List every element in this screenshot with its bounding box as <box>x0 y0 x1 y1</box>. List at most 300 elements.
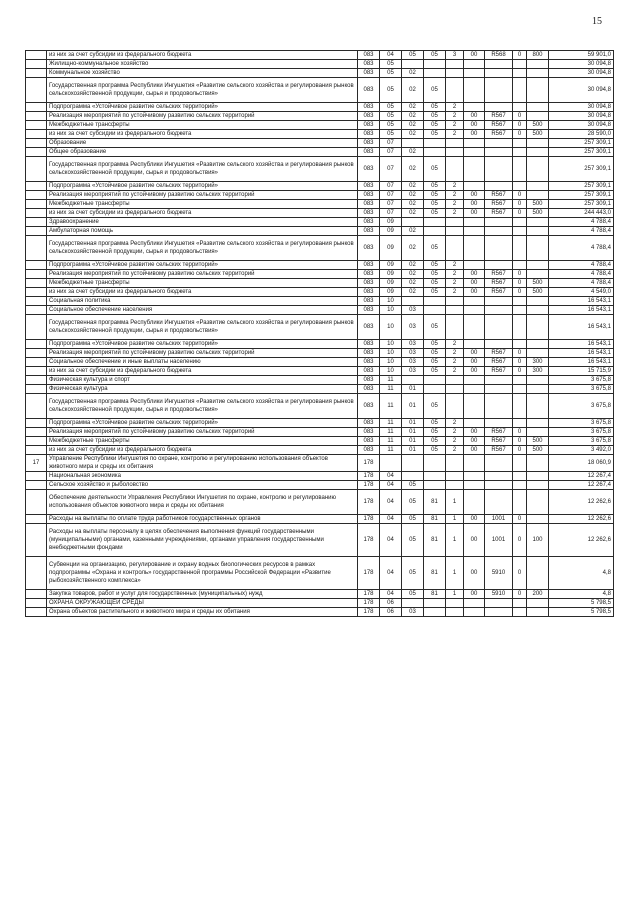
table-row <box>26 385 614 394</box>
table-row <box>26 130 614 139</box>
code-expense-type <box>527 182 549 191</box>
code-expense-type <box>527 78 549 103</box>
code-group <box>464 297 485 306</box>
code-expense-type <box>527 69 549 78</box>
code-subsection: 02 <box>402 261 424 270</box>
code-target: R567 <box>485 191 513 200</box>
row-number <box>26 130 47 139</box>
code-expense-type: 500 <box>527 200 549 209</box>
row-name: Общее образование <box>47 148 358 157</box>
code-sub: 0 <box>513 349 527 358</box>
table-row <box>26 446 614 455</box>
code-target <box>485 599 513 608</box>
code-expense-type <box>527 557 549 590</box>
code-expense-type <box>527 455 549 472</box>
row-amount: 4 788,4 <box>549 218 614 227</box>
code-sub: 0 <box>513 358 527 367</box>
code-group: 00 <box>464 51 485 60</box>
code-ministry: 083 <box>358 121 380 130</box>
budget-table <box>25 50 614 617</box>
code-subprogram <box>446 78 464 103</box>
code-subsection: 02 <box>402 121 424 130</box>
code-sub: 0 <box>513 288 527 297</box>
code-expense-type: 500 <box>527 121 549 130</box>
table-row <box>26 515 614 524</box>
code-subprogram <box>446 455 464 472</box>
table-row <box>26 60 614 69</box>
code-program <box>424 69 446 78</box>
code-subprogram: 2 <box>446 367 464 376</box>
row-amount: 257 309,1 <box>549 157 614 182</box>
code-section: 05 <box>380 60 402 69</box>
code-ministry: 083 <box>358 315 380 340</box>
code-subprogram: 2 <box>446 209 464 218</box>
code-subprogram: 3 <box>446 51 464 60</box>
code-target <box>485 472 513 481</box>
code-section: 06 <box>380 608 402 617</box>
code-sub: 0 <box>513 446 527 455</box>
code-subprogram: 2 <box>446 428 464 437</box>
code-subprogram <box>446 218 464 227</box>
code-ministry: 083 <box>358 279 380 288</box>
code-sub <box>513 227 527 236</box>
row-number <box>26 297 47 306</box>
code-ministry: 178 <box>358 599 380 608</box>
code-target: R567 <box>485 112 513 121</box>
code-ministry: 083 <box>358 78 380 103</box>
row-number <box>26 78 47 103</box>
table-row <box>26 524 614 557</box>
code-subsection <box>402 472 424 481</box>
row-number <box>26 367 47 376</box>
table-row <box>26 139 614 148</box>
table-row <box>26 218 614 227</box>
code-subsection: 02 <box>402 148 424 157</box>
code-sub <box>513 419 527 428</box>
code-expense-type <box>527 608 549 617</box>
code-subprogram: 1 <box>446 515 464 524</box>
code-sub: 0 <box>513 200 527 209</box>
code-sub <box>513 103 527 112</box>
code-sub <box>513 148 527 157</box>
code-expense-type <box>527 376 549 385</box>
row-number <box>26 51 47 60</box>
row-name: Образование <box>47 139 358 148</box>
code-subsection: 03 <box>402 340 424 349</box>
code-group <box>464 394 485 419</box>
row-amount: 257 309,1 <box>549 139 614 148</box>
code-subprogram: 2 <box>446 437 464 446</box>
code-subsection <box>402 297 424 306</box>
table-row <box>26 340 614 349</box>
code-sub <box>513 157 527 182</box>
code-group: 00 <box>464 209 485 218</box>
code-program <box>424 599 446 608</box>
code-sub <box>513 236 527 261</box>
code-group <box>464 340 485 349</box>
code-group: 00 <box>464 130 485 139</box>
code-program: 05 <box>424 112 446 121</box>
row-amount: 30 094,8 <box>549 69 614 78</box>
row-name: Реализация мероприятий по устойчивому развитию сельских территорий <box>47 349 358 358</box>
row-number <box>26 157 47 182</box>
code-section: 09 <box>380 288 402 297</box>
code-program: 05 <box>424 349 446 358</box>
table-row <box>26 103 614 112</box>
code-target <box>485 103 513 112</box>
code-group <box>464 218 485 227</box>
code-program: 05 <box>424 51 446 60</box>
code-group <box>464 315 485 340</box>
table-row <box>26 297 614 306</box>
code-program: 81 <box>424 490 446 515</box>
code-program: 81 <box>424 590 446 599</box>
code-program <box>424 139 446 148</box>
row-number <box>26 608 47 617</box>
row-amount: 3 675,8 <box>549 376 614 385</box>
code-sub <box>513 218 527 227</box>
code-program: 05 <box>424 103 446 112</box>
code-sub: 0 <box>513 437 527 446</box>
row-amount: 12 267,4 <box>549 481 614 490</box>
code-section: 05 <box>380 112 402 121</box>
table-row <box>26 51 614 60</box>
code-group <box>464 182 485 191</box>
row-number <box>26 288 47 297</box>
code-expense-type <box>527 394 549 419</box>
code-program: 05 <box>424 191 446 200</box>
row-number <box>26 112 47 121</box>
code-group: 00 <box>464 446 485 455</box>
code-group: 00 <box>464 288 485 297</box>
code-ministry: 083 <box>358 385 380 394</box>
row-amount: 3 675,8 <box>549 419 614 428</box>
code-target <box>485 236 513 261</box>
code-ministry: 083 <box>358 218 380 227</box>
code-group: 00 <box>464 590 485 599</box>
code-target: R567 <box>485 358 513 367</box>
row-name: Реализация мероприятий по устойчивому развитию сельских территорий <box>47 191 358 200</box>
table-row <box>26 315 614 340</box>
code-section: 04 <box>380 51 402 60</box>
row-name: ОХРАНА ОКРУЖАЮЩЕЙ СРЕДЫ <box>47 599 358 608</box>
code-expense-type <box>527 60 549 69</box>
code-group: 00 <box>464 279 485 288</box>
code-subsection: 02 <box>402 227 424 236</box>
row-amount: 30 094,8 <box>549 121 614 130</box>
code-section: 11 <box>380 428 402 437</box>
row-number <box>26 385 47 394</box>
code-expense-type <box>527 315 549 340</box>
table-row <box>26 121 614 130</box>
code-expense-type <box>527 227 549 236</box>
row-name: Социальная политика <box>47 297 358 306</box>
row-amount: 5 798,5 <box>549 599 614 608</box>
code-section: 09 <box>380 261 402 270</box>
table-row <box>26 261 614 270</box>
code-ministry: 083 <box>358 139 380 148</box>
row-name: Государственная программа Республики Ингушетия «Развитие сельского хозяйства и регулирования рынков сельскохозяйственной продукции, сырья и продовольствия» <box>47 315 358 340</box>
code-section: 11 <box>380 376 402 385</box>
row-number: 17 <box>26 455 47 472</box>
code-sub <box>513 306 527 315</box>
row-name: Государственная программа Республики Ингушетия «Развитие сельского хозяйства и регулирования рынков сельскохозяйственной продукции, сырья и продовольствия» <box>47 78 358 103</box>
code-expense-type <box>527 599 549 608</box>
code-program <box>424 306 446 315</box>
code-expense-type: 200 <box>527 590 549 599</box>
code-expense-type <box>527 297 549 306</box>
code-program <box>424 608 446 617</box>
row-number <box>26 60 47 69</box>
code-subsection: 03 <box>402 315 424 340</box>
code-subprogram <box>446 394 464 419</box>
row-number <box>26 524 47 557</box>
code-ministry: 083 <box>358 182 380 191</box>
code-sub: 0 <box>513 209 527 218</box>
code-subprogram <box>446 599 464 608</box>
code-group <box>464 472 485 481</box>
code-target <box>485 139 513 148</box>
code-program <box>424 385 446 394</box>
code-ministry: 083 <box>358 130 380 139</box>
code-subsection: 03 <box>402 358 424 367</box>
code-sub <box>513 182 527 191</box>
row-number <box>26 472 47 481</box>
code-expense-type <box>527 306 549 315</box>
code-subsection: 03 <box>402 306 424 315</box>
code-subprogram: 2 <box>446 446 464 455</box>
code-subprogram: 2 <box>446 419 464 428</box>
code-ministry: 178 <box>358 524 380 557</box>
row-amount: 30 094,8 <box>549 60 614 69</box>
code-sub <box>513 315 527 340</box>
code-section: 04 <box>380 524 402 557</box>
table-row <box>26 428 614 437</box>
code-program: 05 <box>424 236 446 261</box>
table-row <box>26 394 614 419</box>
code-subprogram <box>446 306 464 315</box>
row-amount: 12 262,6 <box>549 490 614 515</box>
code-program: 81 <box>424 515 446 524</box>
row-name: Подпрограмма «Устойчивое развитие сельских территорий» <box>47 261 358 270</box>
code-subprogram <box>446 60 464 69</box>
table-row <box>26 209 614 218</box>
code-group <box>464 385 485 394</box>
code-ministry: 083 <box>358 200 380 209</box>
row-amount: 30 094,8 <box>549 103 614 112</box>
code-section: 07 <box>380 148 402 157</box>
code-ministry: 178 <box>358 490 380 515</box>
code-sub <box>513 385 527 394</box>
code-ministry: 083 <box>358 112 380 121</box>
row-name: Сельское хозяйство и рыболовство <box>47 481 358 490</box>
row-name: Государственная программа Республики Ингушетия «Развитие сельского хозяйства и регулирования рынков сельскохозяйственной продукции, сырья и продовольствия» <box>47 394 358 419</box>
code-program: 05 <box>424 358 446 367</box>
code-subprogram: 2 <box>446 358 464 367</box>
code-program <box>424 60 446 69</box>
code-target: R567 <box>485 121 513 130</box>
code-subsection: 02 <box>402 191 424 200</box>
code-program: 05 <box>424 437 446 446</box>
code-program: 05 <box>424 446 446 455</box>
code-subsection: 02 <box>402 130 424 139</box>
code-group <box>464 599 485 608</box>
code-ministry: 083 <box>358 191 380 200</box>
code-ministry: 083 <box>358 270 380 279</box>
row-amount: 244 443,0 <box>549 209 614 218</box>
row-number <box>26 481 47 490</box>
code-sub <box>513 481 527 490</box>
code-expense-type <box>527 112 549 121</box>
code-subprogram: 1 <box>446 590 464 599</box>
row-name: Расходы на выплаты по оплате труда работников государственных органов <box>47 515 358 524</box>
code-subprogram <box>446 481 464 490</box>
code-target <box>485 376 513 385</box>
code-program: 05 <box>424 200 446 209</box>
row-name: Амбулаторная помощь <box>47 227 358 236</box>
row-amount: 4 788,4 <box>549 279 614 288</box>
code-sub <box>513 490 527 515</box>
code-subsection: 05 <box>402 51 424 60</box>
row-name: Социальное обеспечение и иные выплаты населению <box>47 358 358 367</box>
code-sub: 0 <box>513 524 527 557</box>
code-ministry: 083 <box>358 209 380 218</box>
code-subsection: 02 <box>402 78 424 103</box>
row-amount: 59 901,0 <box>549 51 614 60</box>
row-amount: 30 094,8 <box>549 112 614 121</box>
code-subprogram <box>446 472 464 481</box>
code-group <box>464 103 485 112</box>
row-amount: 257 309,1 <box>549 182 614 191</box>
code-program: 05 <box>424 261 446 270</box>
code-subprogram: 2 <box>446 261 464 270</box>
code-ministry: 083 <box>358 157 380 182</box>
code-section: 04 <box>380 490 402 515</box>
code-sub: 0 <box>513 515 527 524</box>
row-number <box>26 261 47 270</box>
code-ministry: 083 <box>358 288 380 297</box>
code-subprogram <box>446 157 464 182</box>
code-target: R567 <box>485 446 513 455</box>
row-name: Подпрограмма «Устойчивое развитие сельских территорий» <box>47 419 358 428</box>
code-ministry: 178 <box>358 557 380 590</box>
row-amount: 16 543,1 <box>549 306 614 315</box>
code-expense-type: 500 <box>527 446 549 455</box>
code-section: 09 <box>380 227 402 236</box>
table-row <box>26 455 614 472</box>
row-name: Жилищно-коммунальное хозяйство <box>47 60 358 69</box>
code-subsection <box>402 376 424 385</box>
code-expense-type: 500 <box>527 288 549 297</box>
code-expense-type: 800 <box>527 51 549 60</box>
code-target: R567 <box>485 349 513 358</box>
code-ministry: 178 <box>358 481 380 490</box>
row-name: Межбюджетные трансферты <box>47 279 358 288</box>
code-section: 10 <box>380 340 402 349</box>
code-expense-type: 500 <box>527 437 549 446</box>
code-target <box>485 306 513 315</box>
code-section: 05 <box>380 78 402 103</box>
table-row <box>26 288 614 297</box>
row-number <box>26 279 47 288</box>
code-subsection: 02 <box>402 209 424 218</box>
code-group: 00 <box>464 121 485 130</box>
code-expense-type <box>527 472 549 481</box>
code-sub <box>513 139 527 148</box>
code-ministry: 083 <box>358 394 380 419</box>
code-section: 07 <box>380 182 402 191</box>
code-program: 05 <box>424 78 446 103</box>
code-subsection: 02 <box>402 103 424 112</box>
row-number <box>26 270 47 279</box>
row-amount: 3 675,8 <box>549 428 614 437</box>
code-target <box>485 60 513 69</box>
row-name: Государственная программа Республики Ингушетия «Развитие сельского хозяйства и регулирования рынков сельскохозяйственной продукции, сырья и продовольствия» <box>47 157 358 182</box>
code-section: 07 <box>380 191 402 200</box>
code-group <box>464 148 485 157</box>
row-amount: 16 543,1 <box>549 358 614 367</box>
code-sub <box>513 69 527 78</box>
code-sub <box>513 78 527 103</box>
code-target <box>485 182 513 191</box>
code-target: R567 <box>485 209 513 218</box>
code-subsection: 02 <box>402 270 424 279</box>
code-target <box>485 340 513 349</box>
code-ministry: 083 <box>358 358 380 367</box>
code-section: 09 <box>380 279 402 288</box>
code-expense-type: 500 <box>527 130 549 139</box>
row-number <box>26 209 47 218</box>
row-amount: 4 788,4 <box>549 227 614 236</box>
code-target: 5910 <box>485 557 513 590</box>
code-subsection <box>402 60 424 69</box>
code-program <box>424 148 446 157</box>
code-group <box>464 419 485 428</box>
code-group <box>464 455 485 472</box>
code-group <box>464 376 485 385</box>
row-name: Подпрограмма «Устойчивое развитие сельских территорий» <box>47 182 358 191</box>
code-subsection: 01 <box>402 428 424 437</box>
table-row <box>26 182 614 191</box>
table-row <box>26 376 614 385</box>
code-sub: 0 <box>513 367 527 376</box>
code-sub: 0 <box>513 590 527 599</box>
row-name: Реализация мероприятий по устойчивому развитию сельских территорий <box>47 112 358 121</box>
code-program: 05 <box>424 182 446 191</box>
code-group: 00 <box>464 200 485 209</box>
row-name: Реализация мероприятий по устойчивому развитию сельских территорий <box>47 428 358 437</box>
code-target <box>485 490 513 515</box>
code-program: 05 <box>424 157 446 182</box>
row-number <box>26 446 47 455</box>
row-amount: 3 492,0 <box>549 446 614 455</box>
row-name: Коммунальное хозяйство <box>47 69 358 78</box>
row-name: из них за счет субсидии из федерального бюджета <box>47 130 358 139</box>
row-amount: 4 788,4 <box>549 236 614 261</box>
code-ministry: 083 <box>358 69 380 78</box>
code-expense-type <box>527 349 549 358</box>
code-expense-type <box>527 419 549 428</box>
code-target: 1001 <box>485 515 513 524</box>
code-subprogram <box>446 227 464 236</box>
code-ministry: 083 <box>358 428 380 437</box>
code-program: 05 <box>424 394 446 419</box>
code-section: 10 <box>380 297 402 306</box>
table-row <box>26 472 614 481</box>
code-target: 5910 <box>485 590 513 599</box>
code-sub <box>513 261 527 270</box>
code-section: 11 <box>380 419 402 428</box>
